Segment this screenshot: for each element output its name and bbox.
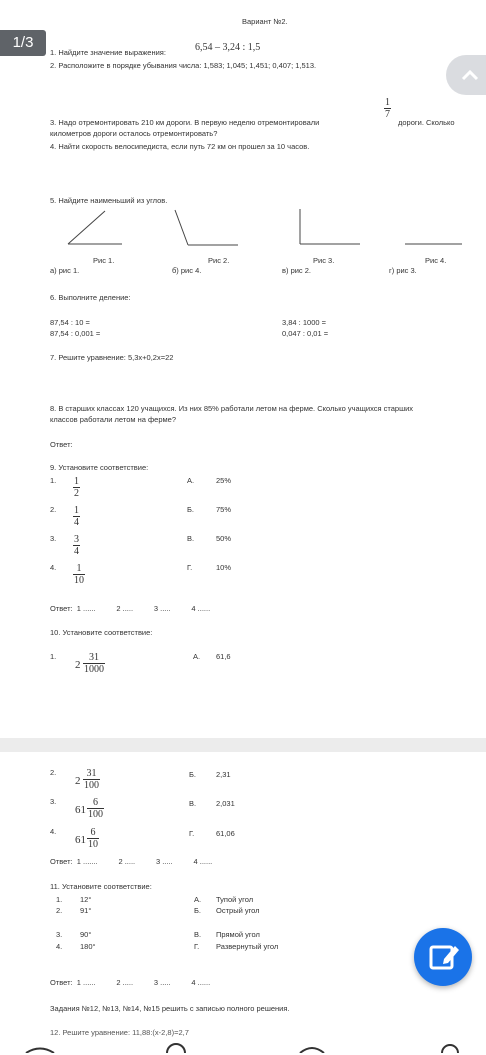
q10-row1-value: 61,6	[216, 652, 231, 661]
q10-row3-whole: 61	[75, 804, 86, 816]
q5-option-c: в) рис 2.	[282, 266, 312, 275]
q11-row3-num: 3.	[56, 930, 63, 939]
question-1: 1. Найдите значение выражения:	[50, 48, 166, 57]
q11-row4-degree: 180°	[80, 942, 96, 951]
q10-row1-whole: 2	[75, 659, 81, 671]
pic-label-1: Рис 1.	[93, 256, 115, 265]
question-10: 10. Установите соответствие:	[50, 628, 153, 637]
q10-row4-fraction: $\frac{6}{10}$	[88, 827, 98, 850]
q6-item-b1: 3,84 : 1000 =	[282, 318, 326, 327]
q9-row3-num: 3.	[50, 534, 57, 543]
question-8-line1: 8. В старших классах 120 учащихся. Из них 85% работали летом на ферме. Сколько учащихся старших	[50, 404, 414, 413]
question-12-cut: 12. Решите уравнение: 11,88:(x-2,8)=2,7	[50, 1028, 189, 1037]
q10-answer: Ответ: 1 ....... 2 ..... 3 ..... 4 ......	[50, 857, 213, 866]
q6-item-a2: 87,54 : 0,001 =	[50, 329, 101, 338]
q6-item-a1: 87,54 : 10 =	[50, 318, 90, 327]
q10-row2-value: 2,31	[216, 770, 231, 779]
q11-row1-num: 1.	[56, 895, 63, 904]
angle-figure-1	[68, 211, 122, 244]
q11-row2-letter: Б.	[194, 906, 202, 915]
q11-row3-letter: В.	[194, 930, 202, 939]
chevron-up-icon	[446, 55, 486, 95]
q11-row2-value: Острый угол	[216, 906, 260, 915]
q10-row2-whole: 2	[75, 775, 81, 787]
q9-row1-value: 25%	[216, 476, 232, 485]
q5-option-a: а) рис 1.	[50, 266, 80, 275]
q10-row2-letter: Б.	[189, 770, 197, 779]
tasks-note: Задания №12, №13, №14, №15 решить с записью полного решения.	[50, 1004, 290, 1013]
q11-row1-letter: А.	[194, 895, 202, 904]
q10-row4-num: 4.	[50, 827, 57, 836]
nav-search-icon	[167, 1044, 185, 1053]
q3-fraction: $\frac{1}{7}$	[385, 97, 390, 120]
q10-row1-fraction: $\frac{31}{1000}$	[84, 652, 104, 675]
scroll-up-button[interactable]	[446, 55, 486, 95]
nav-chat-icon	[300, 1048, 324, 1053]
q11-row1-degree: 12°	[80, 895, 92, 904]
page-title: Вариант №2.	[242, 17, 288, 26]
question-11: 11. Установите соответствие:	[50, 882, 152, 891]
q10-row3-num: 3.	[50, 797, 57, 806]
q9-row3-value: 50%	[216, 534, 232, 543]
q9-answer: Ответ: 1 ...... 2 ..... 3 ..... 4 ......	[50, 604, 211, 613]
q10-row4-whole: 61	[75, 834, 86, 846]
q9-row2-letter: Б.	[187, 505, 195, 514]
q9-row3-letter: В.	[187, 534, 195, 543]
question-8-line2: классов работали летом на ферме?	[50, 415, 177, 424]
q9-row1-num: 1.	[50, 476, 57, 485]
q10-row2-fraction: $\frac{31}{100}$	[84, 768, 99, 791]
page-break	[0, 738, 486, 752]
q11-row4-num: 4.	[56, 942, 63, 951]
q10-row4-value: 61,06	[216, 829, 235, 838]
q10-row4-letter: Г.	[189, 829, 195, 838]
q10-row3-value: 2,031	[216, 799, 235, 808]
q9-row3-fraction: $\frac{3}{4}$	[74, 534, 79, 557]
question-3-line1-end: дороги. Сколько	[398, 118, 455, 127]
q10-row2-num: 2.	[50, 768, 57, 777]
question-2: 2. Расположите в порядке убывания числа: 1,583; 1,045; 1,451; 0,407; 1,513.	[50, 61, 317, 70]
edit-button[interactable]	[414, 928, 472, 986]
q10-row3-fraction: $\frac{6}{100}$	[88, 797, 103, 820]
q9-row1-fraction: $\frac{1}{2}$	[74, 476, 79, 499]
q9-row4-num: 4.	[50, 563, 57, 572]
q11-answer: Ответ: 1 ...... 2 ..... 3 ..... 4 ......	[50, 978, 211, 987]
pic-label-3: Рис 3.	[313, 256, 335, 265]
q11-row4-value: Развернутый угол	[216, 942, 279, 951]
angle-figure-3	[300, 209, 360, 244]
q11-row2-degree: 91°	[80, 906, 92, 915]
angle-figure-2	[175, 210, 238, 245]
question-6: 6. Выполните деление:	[50, 293, 131, 302]
q10-row1-letter: А.	[193, 652, 201, 661]
pic-label-2: Рис 2.	[208, 256, 230, 265]
q9-row2-value: 75%	[216, 505, 232, 514]
q9-row1-letter: А.	[187, 476, 195, 485]
q5-option-d: г) рис 3.	[389, 266, 417, 275]
q11-row3-degree: 90°	[80, 930, 92, 939]
q9-row4-value: 10%	[216, 563, 232, 572]
question-4: 4. Найти скорость велосипедиста, если путь 72 км он прошел за 10 часов.	[50, 142, 310, 151]
q10-row3-letter: В.	[189, 799, 197, 808]
question-7: 7. Решите уравнение: 5,3x+0,2x=22	[50, 353, 174, 362]
question-5: 5. Найдите наименьший из углов.	[50, 196, 168, 205]
angle-figures	[60, 205, 486, 250]
bottom-nav-icons	[0, 1040, 486, 1053]
q9-row2-fraction: $\frac{1}{4}$	[74, 505, 79, 528]
edit-icon	[414, 928, 472, 986]
q9-row4-fraction: $\frac{1}{10}$	[74, 563, 84, 586]
q10-row1-num: 1.	[50, 652, 57, 661]
q1-expression: 6,54 – 3,24 : 1,5	[195, 42, 261, 53]
q11-row1-value: Тупой угол	[216, 895, 254, 904]
nav-profile-icon	[442, 1045, 458, 1053]
q11-row3-value: Прямой угол	[216, 930, 260, 939]
q11-row2-num: 2.	[56, 906, 63, 915]
q9-row4-letter: Г.	[187, 563, 193, 572]
page-counter: 1/3	[0, 30, 46, 56]
q11-row4-letter: Г.	[194, 942, 200, 951]
question-3-line1: 3. Надо отремонтировать 210 км дороги. В первую неделю отремонтировали	[50, 118, 320, 127]
question-3-line2: километров дороги осталось отремонтировать?	[50, 129, 218, 138]
q6-item-b2: 0,047 : 0,01 =	[282, 329, 329, 338]
question-9: 9. Установите соответствие:	[50, 463, 149, 472]
q5-option-b: б) рис 4.	[172, 266, 202, 275]
pic-label-4: Рис 4.	[425, 256, 447, 265]
nav-home-icon	[26, 1049, 54, 1054]
q8-answer: Ответ:	[50, 440, 73, 449]
q9-row2-num: 2.	[50, 505, 57, 514]
bottom-navigation	[0, 1040, 486, 1053]
